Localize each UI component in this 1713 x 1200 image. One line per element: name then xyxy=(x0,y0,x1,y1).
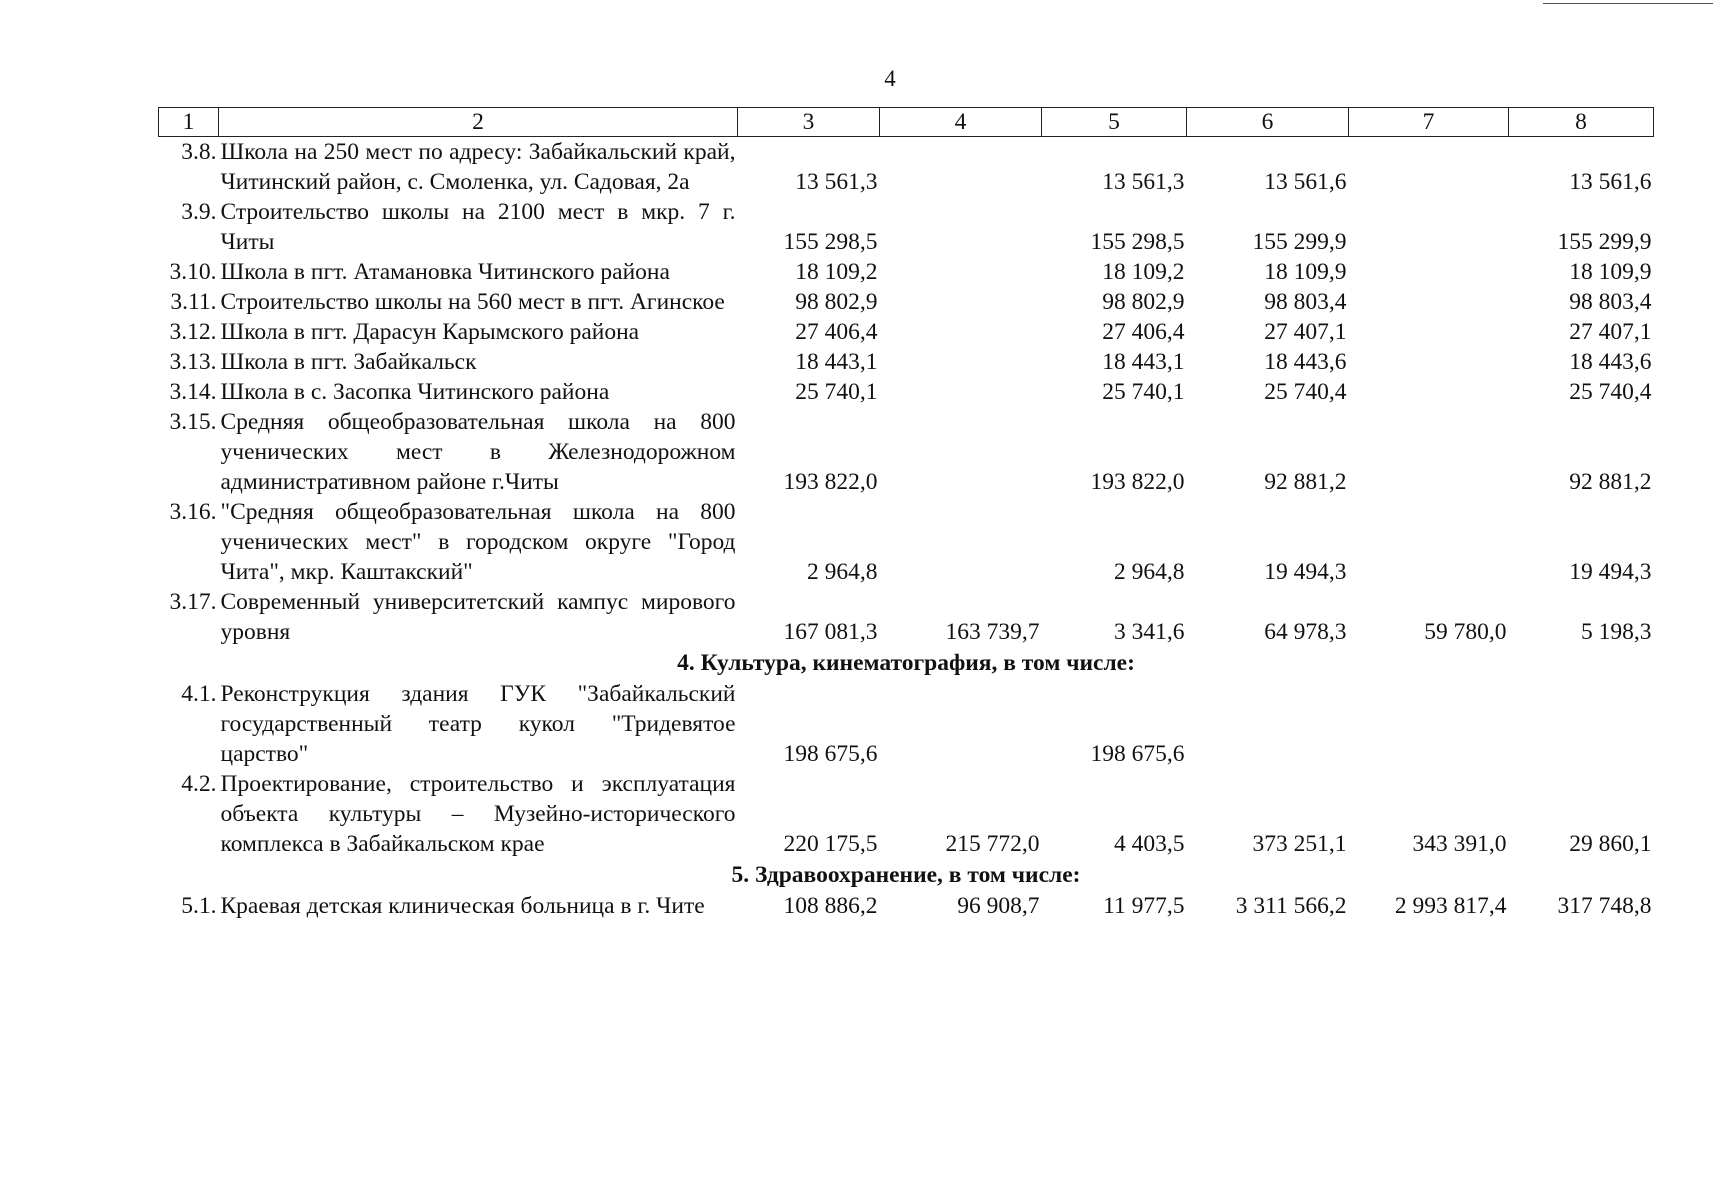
cell-col-5: 198 675,6 xyxy=(1090,741,1185,767)
row-number: 3.15. xyxy=(169,409,217,435)
table-row xyxy=(159,137,1654,198)
row-number: 3.12. xyxy=(169,319,217,345)
cell-col-3: 198 675,6 xyxy=(783,741,878,767)
header-col-6: 6 xyxy=(1187,108,1349,137)
cell-col-6: 98 803,4 xyxy=(1264,289,1347,315)
page-number: 4 xyxy=(884,66,896,91)
cell-col-7 xyxy=(1349,257,1509,287)
row-name: Школа в пгт. Атамановка Читинского района xyxy=(220,259,670,285)
header-col-4: 4 xyxy=(880,108,1042,137)
cell-col-4 xyxy=(880,137,1042,198)
row-name: Школа на 250 мест по адресу: Забайкальский край, Читинский район, с. Смоленка, ул. Садовая, 2а xyxy=(220,139,736,195)
row-number: 3.16. xyxy=(169,499,217,525)
corner-rule xyxy=(1543,3,1713,4)
table-header xyxy=(159,108,1654,137)
cell-col-7: 343 391,0 xyxy=(1412,831,1507,857)
cell-col-6 xyxy=(1187,679,1349,769)
header-col-7: 7 xyxy=(1349,108,1509,137)
cell-col-6: 3 311 566,2 xyxy=(1235,893,1347,919)
cell-col-5: 193 822,0 xyxy=(1090,469,1185,495)
cell-col-8: 25 740,4 xyxy=(1569,379,1652,405)
table-row xyxy=(159,587,1654,647)
row-name: Школа в с. Засопка Читинского района xyxy=(220,379,610,405)
table-body xyxy=(159,137,1654,922)
cell-col-4 xyxy=(880,497,1042,587)
header-col-2: 2 xyxy=(219,108,738,137)
row-name: Средняя общеобразовательная школа на 800 ученических мест в Железнодорожном административном районе г.Читы xyxy=(220,409,736,495)
cell-col-4: 163 739,7 xyxy=(945,619,1040,645)
cell-col-5: 98 802,9 xyxy=(1102,289,1185,315)
row-number: 3.11. xyxy=(170,289,217,315)
cell-col-7: 59 780,0 xyxy=(1424,619,1507,645)
budget-table xyxy=(158,107,1654,921)
cell-col-3: 193 822,0 xyxy=(783,469,878,495)
header-col-3: 3 xyxy=(738,108,880,137)
cell-col-4 xyxy=(880,347,1042,377)
cell-col-7 xyxy=(1349,287,1509,317)
row-name: Краевая детская клиническая больница в г. Чите xyxy=(220,893,705,919)
table-row xyxy=(159,317,1654,347)
table-row xyxy=(159,769,1654,859)
cell-col-4 xyxy=(880,679,1042,769)
cell-col-5: 25 740,1 xyxy=(1102,379,1185,405)
cell-col-6: 18 443,6 xyxy=(1264,349,1347,375)
cell-col-6: 13 561,6 xyxy=(1264,169,1347,195)
row-number: 4.1. xyxy=(181,681,217,707)
cell-col-5: 13 561,3 xyxy=(1102,169,1185,195)
section-culture-heading: 4. Культура, кинематография, в том числе: xyxy=(677,650,1135,676)
cell-col-3: 220 175,5 xyxy=(783,831,878,857)
table-row xyxy=(159,347,1654,377)
row-name: Проектирование, строительство и эксплуатация объекта культуры – Музейно-исторического комплекса в Забайкальском крае xyxy=(220,771,736,857)
cell-col-4 xyxy=(880,317,1042,347)
cell-col-4 xyxy=(880,197,1042,257)
cell-col-3: 18 109,2 xyxy=(795,259,878,285)
cell-col-5: 155 298,5 xyxy=(1090,229,1185,255)
row-number: 3.8. xyxy=(181,139,217,165)
table-row xyxy=(159,287,1654,317)
cell-col-6: 18 109,9 xyxy=(1264,259,1347,285)
cell-col-7 xyxy=(1349,137,1509,198)
cell-col-6: 25 740,4 xyxy=(1264,379,1347,405)
cell-col-5: 27 406,4 xyxy=(1102,319,1185,345)
cell-col-8: 18 443,6 xyxy=(1569,349,1652,375)
cell-col-3: 2 964,8 xyxy=(807,559,878,585)
cell-col-8: 5 198,3 xyxy=(1581,619,1652,645)
cell-col-3: 18 443,1 xyxy=(795,349,878,375)
section-health-heading: 5. Здравоохранение, в том числе: xyxy=(731,862,1081,888)
row-number: 3.9. xyxy=(181,199,217,225)
cell-col-5: 3 341,6 xyxy=(1114,619,1185,645)
cell-col-6: 92 881,2 xyxy=(1264,469,1347,495)
row-name: Школа в пгт. Дарасун Карымского района xyxy=(220,319,640,345)
cell-col-5: 18 443,1 xyxy=(1102,349,1185,375)
row-number: 3.17. xyxy=(169,589,217,615)
cell-col-3: 25 740,1 xyxy=(795,379,878,405)
cell-col-3: 98 802,9 xyxy=(795,289,878,315)
row-number: 5.1. xyxy=(181,893,217,919)
row-name: Современный университетский кампус мирового уровня xyxy=(220,589,736,645)
cell-col-7 xyxy=(1349,197,1509,257)
cell-col-8: 18 109,9 xyxy=(1569,259,1652,285)
cell-col-5: 18 109,2 xyxy=(1102,259,1185,285)
cell-col-7 xyxy=(1349,377,1509,407)
cell-col-6: 155 299,9 xyxy=(1252,229,1347,255)
cell-col-8: 155 299,9 xyxy=(1557,229,1652,255)
row-name: Реконструкция здания ГУК "Забайкальский государственный театр кукол "Тридевятое царство" xyxy=(220,681,736,767)
cell-col-6: 27 407,1 xyxy=(1264,319,1347,345)
cell-col-4 xyxy=(880,257,1042,287)
cell-col-7: 2 993 817,4 xyxy=(1394,893,1507,919)
cell-col-7 xyxy=(1349,317,1509,347)
cell-col-4 xyxy=(880,287,1042,317)
cell-col-4: 96 908,7 xyxy=(957,893,1040,919)
table-row xyxy=(159,377,1654,407)
section-row xyxy=(159,859,1654,891)
cell-col-7 xyxy=(1349,347,1509,377)
table-row xyxy=(159,407,1654,497)
cell-col-6: 373 251,1 xyxy=(1252,831,1347,857)
section-row xyxy=(159,647,1654,679)
cell-col-6: 19 494,3 xyxy=(1264,559,1347,585)
cell-col-7 xyxy=(1349,407,1509,497)
row-name: Школа в пгт. Забайкальск xyxy=(220,349,477,375)
cell-col-3: 13 561,3 xyxy=(795,169,878,195)
row-name: Строительство школы на 2100 мест в мкр. 7 г. Читы xyxy=(220,199,736,255)
header-col-8: 8 xyxy=(1509,108,1654,137)
row-number: 3.14. xyxy=(169,379,217,405)
table-row xyxy=(159,679,1654,769)
cell-col-8: 92 881,2 xyxy=(1569,469,1652,495)
cell-col-3: 167 081,3 xyxy=(783,619,878,645)
cell-col-3: 27 406,4 xyxy=(795,319,878,345)
header-row xyxy=(159,108,1654,137)
header-col-1: 1 xyxy=(159,108,219,137)
cell-col-3: 108 886,2 xyxy=(783,893,878,919)
table-row xyxy=(159,891,1654,921)
cell-col-4: 215 772,0 xyxy=(945,831,1040,857)
cell-col-7 xyxy=(1349,679,1509,769)
table-row xyxy=(159,257,1654,287)
cell-col-8: 27 407,1 xyxy=(1569,319,1652,345)
header-col-5: 5 xyxy=(1042,108,1187,137)
cell-col-4 xyxy=(880,377,1042,407)
cell-col-6: 64 978,3 xyxy=(1264,619,1347,645)
cell-col-5: 11 977,5 xyxy=(1103,893,1185,919)
cell-col-7 xyxy=(1349,497,1509,587)
cell-col-8: 317 748,8 xyxy=(1557,893,1652,919)
cell-col-8: 19 494,3 xyxy=(1569,559,1652,585)
cell-col-5: 4 403,5 xyxy=(1114,831,1185,857)
row-number: 4.2. xyxy=(181,771,217,797)
table-row xyxy=(159,497,1654,587)
row-number: 3.10. xyxy=(169,259,217,285)
cell-col-8 xyxy=(1509,679,1654,769)
row-name: "Средняя общеобразовательная школа на 800 ученических мест" в городском округе "Город Чита", мкр. Каштакский" xyxy=(220,499,736,585)
cell-col-3: 155 298,5 xyxy=(783,229,878,255)
cell-col-8: 29 860,1 xyxy=(1569,831,1652,857)
row-number: 3.13. xyxy=(169,349,217,375)
table-row xyxy=(159,197,1654,257)
cell-col-5: 2 964,8 xyxy=(1114,559,1185,585)
cell-col-4 xyxy=(880,407,1042,497)
cell-col-8: 98 803,4 xyxy=(1569,289,1652,315)
cell-col-8: 13 561,6 xyxy=(1569,169,1652,195)
row-name: Строительство школы на 560 мест в пгт. Агинское xyxy=(220,289,725,315)
